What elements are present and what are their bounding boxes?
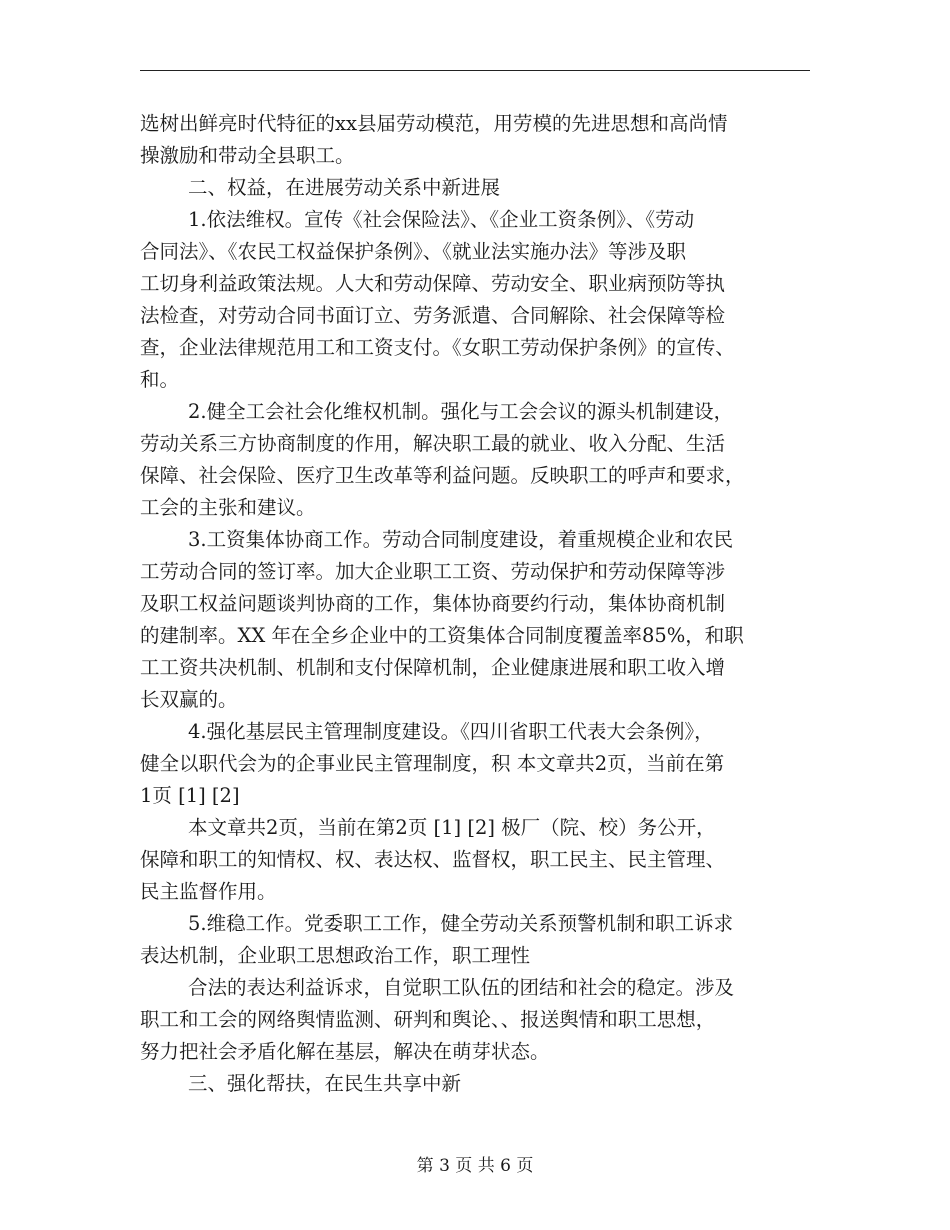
text-line: 及职工权益问题谈判协商的工作，集体协商要约行动，集体协商机制 (140, 592, 726, 615)
text-line: 劳动关系三方协商制度的作用，解决职工最的就业、收入分配、生活 (140, 432, 726, 455)
text-line: 表达机制，企业职工思想政治工作，职工理性 (140, 944, 531, 967)
section-heading: 二、权益，在进展劳动关系中新进展 (188, 176, 501, 199)
text-line: 操激励和带动全县职工。 (140, 144, 355, 167)
document-body (140, 108, 810, 1100)
text-line: 的建制率。XX 年在全乡企业中的工资集体合同制度覆盖率85%，和职 (140, 624, 744, 647)
text-line: 工劳动合同的签订率。加大企业职工工资、劳动保护和劳动保障等涉 (140, 560, 726, 583)
text-line: 4.强化基层民主管理制度建设。《四川省职工代表大会条例》， (188, 720, 714, 743)
text-line: 健全以职代会为的企事业民主管理制度，积 本文章共2页，当前在第 (140, 752, 725, 775)
section-heading: 三、强化帮扶，在民生共享中新 (188, 1072, 462, 1095)
text-line: 查，企业法律规范用工和工资支付。《女职工劳动保护条例》的宣传、 (140, 336, 735, 359)
text-line: 工切身利益政策法规。人大和劳动保障、劳动安全、职业病预防等执 (140, 272, 726, 295)
pagination-links[interactable]: 1页 [1] [2] (140, 784, 240, 807)
text-line: 工会的主张和建议。 (140, 496, 316, 519)
text-line: 保障、社会保险、医疗卫生改革等利益问题。反映职工的呼声和要求， (140, 464, 745, 487)
text-line: 保障和职工的知情权、权、表达权、监督权，职工民主、民主管理、 (140, 848, 726, 871)
text-line: 合同法》、《农民工权益保护条例》、《就业法实施办法》等涉及职 (140, 240, 687, 263)
page-number-footer: 第 3 页 共 6 页 (416, 1156, 534, 1176)
text-line: 职工和工会的网络舆情监测、研判和舆论、、报送舆情和职工思想， (140, 1008, 716, 1031)
text-line: 合法的表达利益诉求，自觉职工队伍的团结和社会的稳定。涉及 (188, 976, 735, 999)
text-line: 长双赢的。 (140, 688, 238, 711)
text-line: 工工资共决机制、机制和支付保障机制，企业健康进展和职工收入增 (140, 656, 726, 679)
text-line: 选树出鲜亮时代特征的xx县届劳动模范，用劳模的先进思想和高尚情 (140, 112, 728, 135)
text-line: 本文章共2页，当前在第2页 [1] [2] 极厂（院、校）务公开， (188, 816, 716, 839)
text-line: 5.维稳工作。党委职工工作，健全劳动关系预警机制和职工诉求 (188, 912, 734, 935)
text-line: 2.健全工会社会化维权机制。强化与工会会议的源头机制建设， (188, 400, 734, 423)
text-line: 法检查，对劳动合同书面订立、劳务派遣、合同解除、社会保障等检 (140, 304, 726, 327)
text-line: 1.依法维权。宣传《社会保险法》、《企业工资条例》、《劳动 (188, 208, 695, 231)
header-rule (140, 70, 810, 71)
text-line: 努力把社会矛盾化解在基层，解决在萌芽状态。 (140, 1040, 550, 1063)
text-line: 民主监督作用。 (140, 880, 277, 903)
text-line: 3.工资集体协商工作。劳动合同制度建设，着重规模企业和农民 (188, 528, 734, 551)
text-line: 和。 (140, 368, 180, 391)
